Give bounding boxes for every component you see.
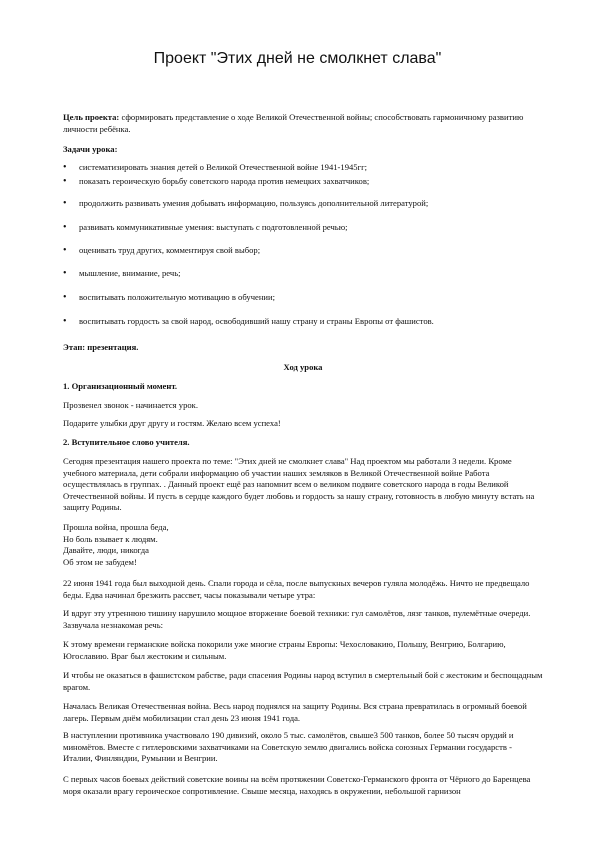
section2-paragraph: Сегодня презентация нашего проекта по теме: "Этих дней не смолкнет слава" Над проектом мы работали 3 недели. Кроме учебного материала, дети собрали информацию об участии наших земляков в Великой Отечественной войне Работа осуществлялась в группах. . Данный проект ещё раз напомнит всем о великом подвиге советского народа в годы Великой Отечественной войны. И пусть в сердце каждого будет любовь и гордость за нашу страну, готовность в любую минуту встать на защиту Родины. (63, 456, 535, 513)
section1-paragraph: Прозвенел звонок - начинается урок. (63, 400, 198, 410)
section2-paragraph: В наступлении противника участвовало 190 дивизий, около 5 тыс. самолётов, свыше3 500 танков, более 50 тысяч орудий и миномётов. Вместе с гитлеровскими захватчиками на Советскую землю двигались войска союзных Германии государств - Италии, Финляндии, Румынии и Венгрии. (63, 730, 514, 764)
bullet-icon (63, 176, 73, 188)
poem-line: Об этом не забудем! (63, 556, 137, 567)
section2-paragraph: К этому времени германские войска покорили уже многие страны Европы: Чехословакию, Польшу, Венгрию, Болгарию, Югославию. Враг был жестоким и сильным. (63, 639, 506, 661)
section1-paragraph: Подарите улыбки друг другу и гостям. Желаю всем успеха! (63, 418, 281, 428)
section2-paragraph: И чтобы не оказаться в фашистском рабстве, ради спасения Родины народ вступил в смертельный бой с жестоким и беспощадным врагом. (63, 670, 543, 692)
bullet-icon (63, 245, 73, 257)
bullet-icon (63, 292, 73, 304)
document-page: Проект "Этих дней не смолкнет слава" Цель проекта: сформировать представление о ходе Великой Отечественной войны; способствовать гармоничному развитию личности ребёнка. Задачи урока: • систематизировать знания детей о Великой Отечественной войне 1941-1945гг; • показать героическую борьбу советского народа против немецких захватчиков; • продолжить развивать умения добывать информацию, пользуясь дополнительной литературой; • развивать коммуникативные умения: выступать с подготовленной речью; • оценивать труд других, комментируя свой выбор; • мышление, внимание, речь; • воспитывать положительную мотивацию в обучении; • воспитывать гордость за свой народ, освободивший нашу страну и страны Европы от фашистов. Этап: презентация. Ход урока 1. Организационный момент. Прозвенел звонок - начинается урок. Подарите улыбки друг другу и гостям. Желаю всем успеха! 2. Вступительное слово учителя. Сегодня презентация нашего проекта по теме: "Этих дней не смолкнет слава" Над проектом мы работали 3 недели. Кроме учебного материала, дети собрали информацию об участии наших земляков в Великой Отечественной войне Работа осуществлялась в группах. . Данный проект ещё раз напомнит всем о великом подвиге советского народа в годы Великой Отечественной войны. И пусть в сердце каждого будет любовь и гордость за нашу страну, готовность в любую минуту встать на защиту Родины. Прошла война, прошла беда, Но боль взывает к людям. Давайте, люди, никогда Об этом не забудем! 22 июня 1941 года был выходной день. Спали города и сёла, после выпускных вечеров гуляла молодёжь. Ничто не предвещало беды. Едва начинал брезжить рассвет, часы показывали четыре утра: И вдруг эту утреннюю тишину нарушило мощное вторжение боевой техники: гул самолётов, лязг танков, пулемётные очереди. Зазвучала незнакомая речь: К этому времени германские войска покорили уже многие страны Европы: Чехословакию, Польшу, Венгрию, Болгарию, Югославию. Враг был жестоким и сильным. И чтобы не оказаться в фашистском рабстве, ради спасения Родины народ вступил в смертельный бой с жестоким и беспощадным врагом. Началась Великая Отечественная война. Весь народ поднялся на защиту Родины. Вся страна превратилась в огромный боевой лагерь. Первым днём мобилизации стал день 23 июня 1941 года. В наступлении противника участвовало 190 дивизий, около 5 тыс. самолётов, свыше3 500 танков, более 50 тысяч орудий и миномётов. Вместе с гитлеровскими захватчиками на Советскую землю двигались войска союзных Германии государств - Италии, Финляндии, Румынии и Венгрии. С первых часов боевых действий советские воины на всём протяжении Советско-Германского фронта от Чёрного до Баренцева моря оказали врагу героическое сопротивление. Свыше месяца, находясь в окружении, небольшой гарнизон (0, 0, 595, 842)
tasks-heading: Задачи урока: (63, 144, 118, 154)
bullet-icon (63, 268, 73, 280)
section2-paragraph: Началась Великая Отечественная война. Весь народ поднялся на защиту Родины. Вся страна превратилась в огромный боевой лагерь. Первым днём мобилизации стал день 23 июня 1941 года. (63, 701, 527, 723)
section2-heading: 2. Вступительное слово учителя. (63, 437, 190, 447)
section2-paragraph: С первых часов боевых действий советские воины на всём протяжении Советско-Германского фронта от Чёрного до Баренцева моря оказали врагу героическое сопротивление. Свыше месяца, находясь в окружении, небольшой гарнизон (63, 774, 531, 796)
poem (63, 522, 543, 568)
goal-text: сформировать представление о ходе Великой Отечественной войны; способствовать гармоничному развитию личности ребёнка. (63, 112, 524, 134)
lesson-heading: Ход урока (283, 362, 323, 372)
page-title: Проект "Этих дней не смолкнет слава" (153, 50, 442, 67)
bullet-icon (63, 222, 73, 234)
poem-line: Прошла война, прошла беда, (63, 522, 169, 532)
poem-line: Давайте, люди, никогда (63, 545, 149, 556)
bullet-icon (63, 316, 73, 328)
goal-label: Цель проекта: (63, 112, 120, 122)
project-goal (63, 112, 543, 135)
poem-line: Но боль взывает к людям. (63, 533, 158, 544)
section2-paragraph: И вдруг эту утреннюю тишину нарушило мощное вторжение боевой техники: гул самолётов, лязг танков, пулемётные очереди. Зазвучала незнакомая речь: (63, 608, 531, 630)
section2-paragraph: 22 июня 1941 года был выходной день. Спали города и сёла, после выпускных вечеров гуляла молодёжь. Ничто не предвещало беды. Едва начинал брезжить рассвет, часы показывали четыре утра: (63, 578, 530, 600)
bullet-icon (63, 198, 73, 210)
bullet-icon (63, 162, 73, 174)
stage-label: Этап: презентация. (63, 342, 139, 352)
section1-heading: 1. Организационный момент. (63, 381, 178, 391)
